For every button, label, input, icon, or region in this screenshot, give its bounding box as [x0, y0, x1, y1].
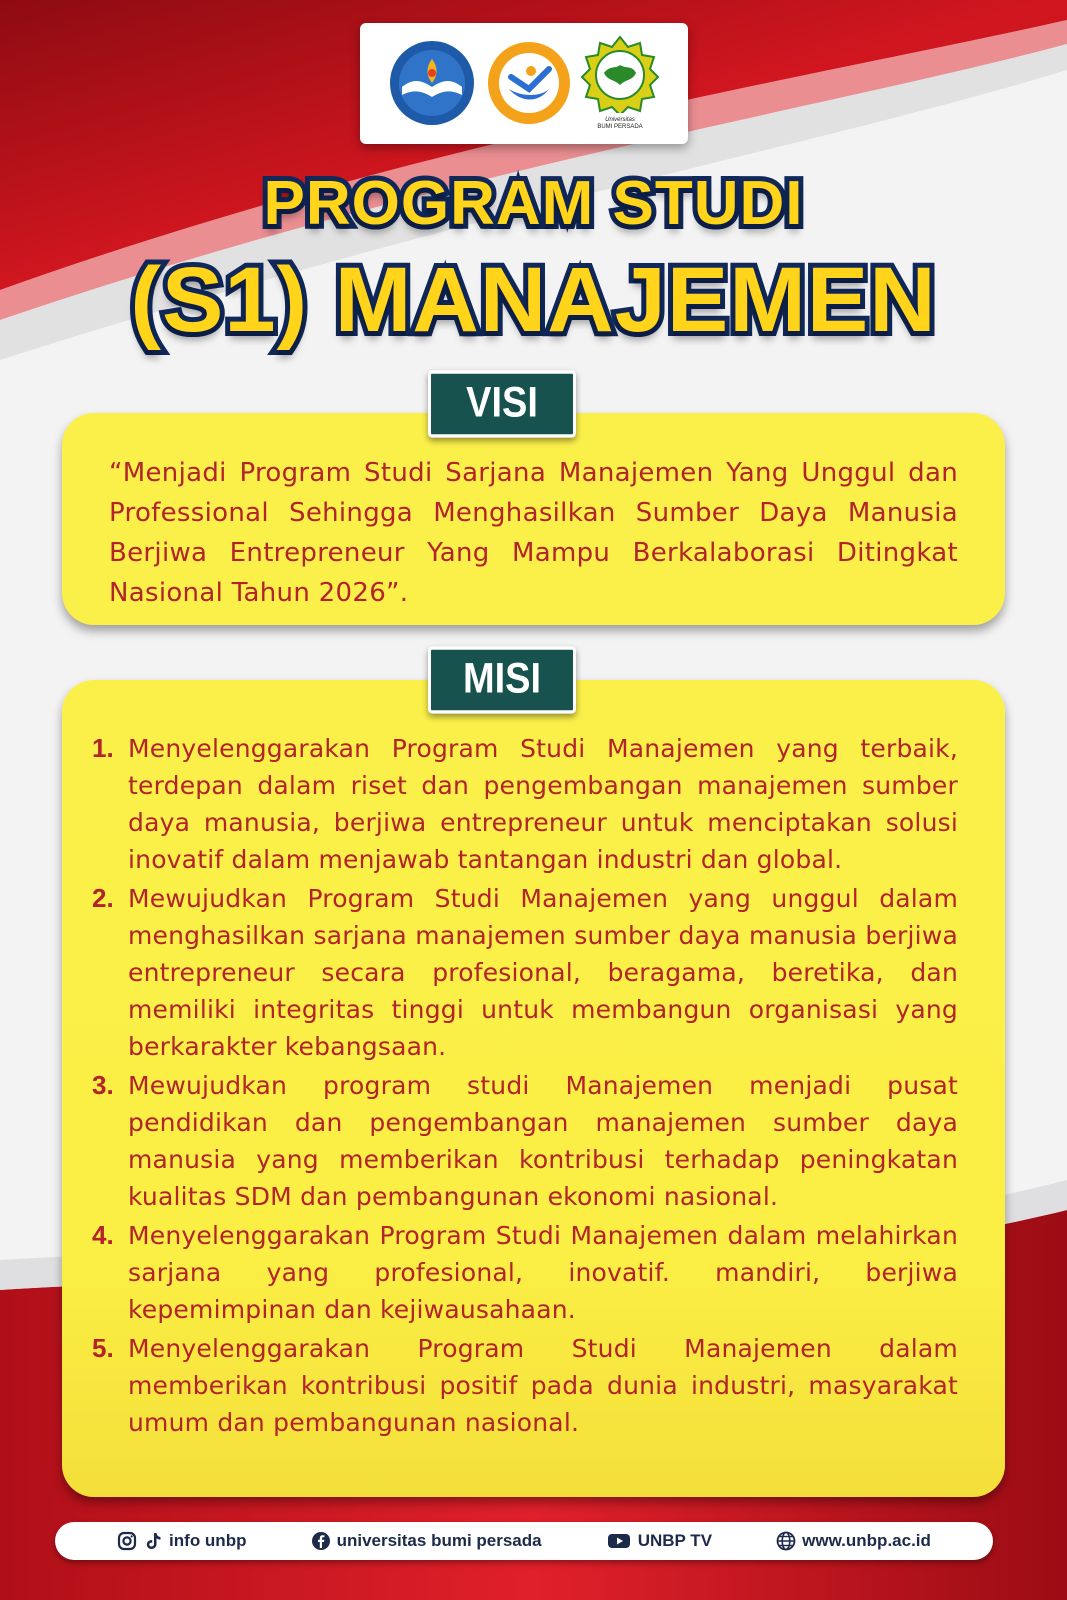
list-item [92, 730, 958, 878]
footer-website-text: www.unbp.ac.id [802, 1531, 931, 1550]
misi-box [62, 680, 1005, 1497]
misi-item-number: 2. [92, 883, 114, 913]
visi-label: VISI [428, 370, 576, 437]
misi-item-text: Mewujudkan program studi Manajemen menjadi pusat pendidikan dan pengembangan manajemen sumber daya manusia yang memberikan kontribusi terhadap peningkatan kualitas SDM dan pembangunan ekonomi nasional. [128, 1071, 958, 1211]
tiktok-icon [143, 1531, 163, 1551]
misi-item-text: Menyelenggarakan Program Studi Manajemen yang terbaik, terdepan dalam riset dan pengembangan manajemen sumber daya manusia, berjiwa entrepreneur untuk menciptakan solusi inovatif dalam menjawab tantangan industri dan global. [128, 734, 958, 874]
tut-wuri-handayani-logo [388, 39, 476, 127]
footer-instagram-text: info unbp [169, 1531, 247, 1550]
youtube-icon [606, 1531, 632, 1551]
globe-icon [776, 1531, 796, 1551]
list-item [92, 1217, 958, 1328]
misi-item-text: Mewujudkan Program Studi Manajemen yang unggul dalam menghasilkan sarjana manajemen sumber daya manusia berjiwa entrepreneur secara profesional, beragama, beretika, dan memiliki integritas tinggi untuk membangun organisasi yang berkarakter kebangsaan. [128, 884, 958, 1061]
ubp-caption [580, 117, 660, 131]
misi-list [92, 730, 958, 1441]
social-footer [55, 1522, 993, 1560]
misi-item-number: 1. [92, 733, 114, 763]
misi-item-number: 3. [92, 1070, 114, 1100]
footer-facebook[interactable] [311, 1531, 542, 1551]
footer-website[interactable] [776, 1531, 931, 1551]
visi-box [62, 413, 1005, 625]
misi-item-text: Menyelenggarakan Program Studi Manajemen dalam memberikan kontribusi positif pada dunia industri, masyarakat umum dan pembangunan nasional. [128, 1334, 958, 1437]
misi-item-text: Menyelenggarakan Program Studi Manajemen dalam melahirkan sarjana yang profesional, inovatif. mandiri, berjiwa kepemimpinan dan kejiwausahaan. [128, 1221, 958, 1324]
misi-item-number: 5. [92, 1333, 114, 1363]
title-line-1: PROGRAM STUDI [263, 169, 804, 238]
diktisaintek-logo [487, 39, 571, 127]
logo-plate [360, 23, 688, 144]
facebook-icon [311, 1531, 331, 1551]
footer-youtube-text: UNBP TV [637, 1531, 713, 1550]
ubp-caption-line1: Universitas [605, 117, 635, 123]
list-item [92, 1067, 958, 1215]
misi-label: MISI [428, 646, 576, 713]
misi-item-number: 4. [92, 1220, 114, 1250]
visi-text: “Menjadi Program Studi Sarjana Manajemen Yang Unggul dan Professional Sehingga Menghasilkan Sumber Daya Manusia Berjiwa Entrepreneur Yang Mampu Berkalaborasi Ditingkat Nasional Tahun 2026”. [109, 458, 958, 608]
title-line-2: (S1) MANAJEMEN [130, 249, 937, 351]
footer-facebook-text: universitas bumi persada [336, 1531, 542, 1550]
ubp-caption-line2: BUMI PERSADA [597, 124, 643, 130]
list-item [92, 1330, 958, 1441]
footer-youtube[interactable] [606, 1531, 712, 1551]
ubp-emblem-icon [580, 35, 660, 113]
list-item [92, 880, 958, 1065]
universitas-bumi-persada-logo [580, 35, 660, 133]
instagram-icon [117, 1531, 137, 1551]
footer-instagram-tiktok[interactable] [117, 1531, 246, 1551]
